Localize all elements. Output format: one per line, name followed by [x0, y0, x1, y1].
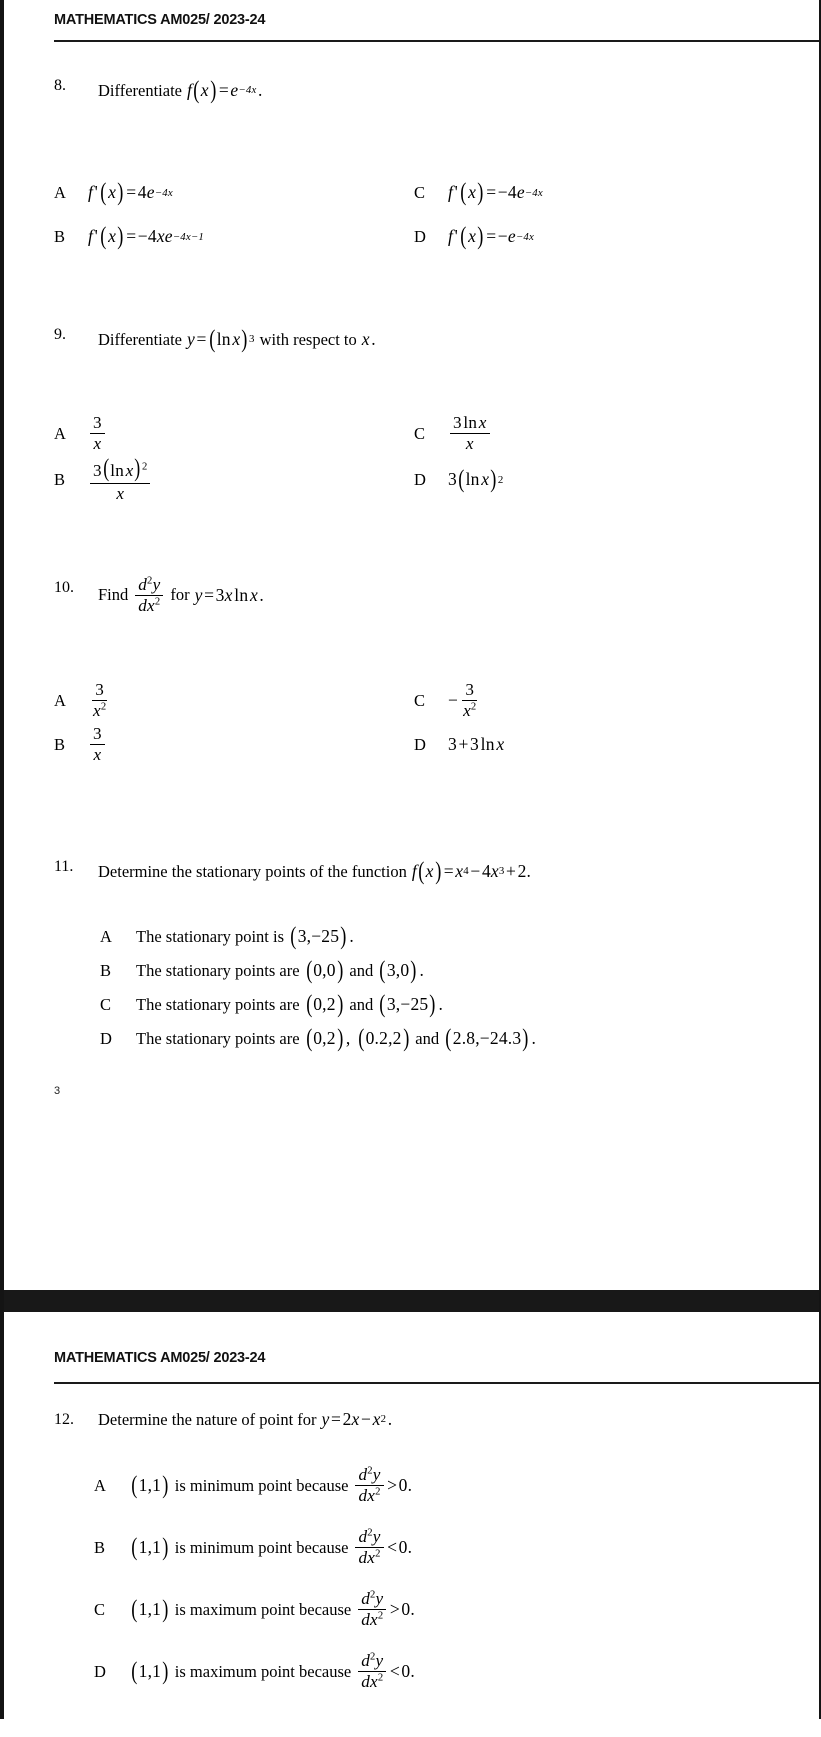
question-10-options [54, 679, 785, 767]
option-11-D-text: The stationary points are ( 0,2 ) , ( 0.2,2 ) and ( 2.8,−24.3 ) . [136, 1024, 537, 1053]
option-12-B-text: ( 1,1 ) is minimum point because $\frac{d^2y}{dx^2}$ < 0. [131, 1527, 413, 1568]
option-8-B-letter: B [54, 226, 66, 246]
question-10-number: 10. [54, 578, 74, 596]
question-10-prompt-math2: y = 3 x ln x . [194, 584, 264, 605]
option-8-A-letter: A [54, 182, 66, 202]
option-10-A-letter: A [54, 690, 66, 710]
option-9-D-text: 3 ( ln x ) 2 [448, 465, 504, 494]
question-12-prompt-math: y = 2 x − x 2 . [321, 1409, 393, 1429]
option-10-A-text: $\frac{3}{x^2}$ [93, 680, 107, 721]
option-10-D-text: 3 + 3 ln x [448, 734, 505, 755]
question-12-options [54, 1455, 785, 1703]
question-12 [54, 1408, 785, 1431]
option-11-C[interactable] [100, 988, 785, 1022]
question-12-number: 12. [54, 1411, 74, 1428]
option-12-B-letter: B [94, 1537, 106, 1557]
option-11-C-letter: C [100, 994, 112, 1014]
option-10-C-letter: C [414, 690, 426, 710]
option-11-B-text: The stationary points are ( 0,0 ) and ( 3,0 ) . [136, 956, 425, 985]
question-9 [54, 323, 785, 356]
option-9-B-text: $\frac{3(\ln x)^2}{x}$ [88, 456, 152, 504]
option-12-A-letter: A [94, 1475, 106, 1495]
question-9-prompt-math: y = ( ln x ) 3 [186, 324, 255, 353]
question-9-options [54, 412, 785, 504]
question-11-prompt-lead: Determine the stationary points of the function [98, 861, 407, 881]
option-10-D[interactable] [414, 723, 785, 767]
option-12-C[interactable] [94, 1579, 785, 1641]
question-9-prompt-lead: Differentiate [98, 329, 182, 349]
option-12-B[interactable] [94, 1517, 785, 1579]
option-8-C-letter: C [414, 182, 426, 202]
page-2 [4, 1312, 819, 1737]
option-9-C-text: $\frac{\text{3 ln x}}{x}$ [448, 414, 492, 453]
question-9-prompt [98, 323, 377, 356]
option-8-C[interactable] [414, 171, 785, 215]
option-12-C-text: ( 1,1 ) is maximum point because $\frac{d^2y}{dx^2}$ > 0. [131, 1589, 415, 1630]
option-9-A[interactable] [54, 412, 414, 456]
option-12-D[interactable] [94, 1641, 785, 1703]
option-10-B-letter: B [54, 734, 66, 754]
option-8-D-text: f ' ( x ) = − e −4x [448, 222, 534, 251]
option-12-A[interactable] [94, 1455, 785, 1517]
option-12-D-letter: D [94, 1661, 106, 1681]
option-10-D-letter: D [414, 734, 426, 754]
option-11-D-letter: D [100, 1028, 112, 1048]
option-10-B[interactable] [54, 723, 414, 767]
page-break-separator [4, 1290, 819, 1312]
question-10-prompt-mid: for [170, 585, 190, 605]
option-9-D[interactable] [414, 456, 785, 504]
question-11-number: 11. [54, 857, 74, 875]
option-10-B-text: $\frac{3}{x}$ [88, 725, 107, 764]
question-8-options [54, 171, 785, 259]
option-8-C-text: f ' ( x ) = −4 e −4x [448, 178, 543, 207]
question-12-prompt-lead: Determine the nature of point for [98, 1409, 317, 1429]
question-11-prompt [98, 855, 531, 888]
question-9-number: 9. [54, 325, 66, 343]
option-12-A-text: ( 1,1 ) is minimum point because $\frac{d^2y}{dx^2}$ > 0. [131, 1465, 413, 1506]
question-8-prompt-lead: Differentiate [98, 80, 182, 100]
question-11-options [54, 920, 785, 1056]
option-11-C-text: The stationary points are ( 0,2 ) and ( 3,−25 ) . [136, 990, 444, 1019]
option-9-C[interactable] [414, 412, 785, 456]
option-10-C-text: − $\frac{3}{x^2}$ [448, 680, 477, 721]
option-11-B[interactable] [100, 954, 785, 988]
option-9-A-letter: A [54, 423, 66, 443]
option-12-D-text: ( 1,1 ) is maximum point because $\frac{d^2y}{dx^2}$ < 0. [131, 1651, 415, 1692]
question-8-prompt [98, 74, 264, 107]
question-11-prompt-math: f ( x ) = x 4 − 4 x 3 + 2. [411, 856, 532, 885]
option-11-D[interactable] [100, 1022, 785, 1056]
option-10-A[interactable] [54, 679, 414, 723]
option-8-B[interactable] [54, 215, 414, 259]
question-9-prompt-var: x . [361, 329, 376, 350]
option-10-C[interactable] [414, 679, 785, 723]
page-header-title: MATHEMATICS AM025/ 2023-24 [54, 12, 266, 28]
question-8 [54, 74, 785, 107]
question-10 [54, 576, 785, 615]
page-1 [4, 0, 819, 1290]
option-12-C-letter: C [94, 1599, 106, 1619]
question-10-prompt [98, 576, 266, 615]
option-8-D-letter: D [414, 226, 426, 246]
question-8-number: 8. [54, 77, 66, 94]
option-11-B-letter: B [100, 960, 112, 980]
page-number-label: 3 [54, 1085, 61, 1097]
option-8-B-text: f ' ( x ) = −4 xe −4x−1 [88, 222, 205, 251]
option-8-A[interactable] [54, 171, 414, 215]
option-11-A-letter: A [100, 926, 112, 946]
question-11 [54, 855, 785, 888]
question-10-prompt-math: $\frac{d^2y}{dx^2}$ [133, 576, 165, 615]
page-2-header-title: MATHEMATICS AM025/ 2023-24 [54, 1350, 266, 1366]
option-11-A[interactable] [100, 920, 785, 954]
option-9-C-letter: C [414, 423, 426, 443]
question-8-prompt-math: f ( x ) = e −4x . [186, 76, 263, 104]
question-9-prompt-tail: with respect to [259, 329, 357, 349]
option-9-B-letter: B [54, 469, 66, 489]
option-11-A-text: The stationary point is ( 3,−25 ) . [136, 922, 354, 951]
option-9-D-letter: D [414, 469, 426, 489]
option-8-D[interactable] [414, 215, 785, 259]
option-9-A-text: $\frac{3}{x}$ [88, 414, 107, 453]
option-8-A-text: f ' ( x ) = 4 e −4x [88, 178, 173, 207]
option-9-B[interactable] [54, 456, 414, 504]
question-12-prompt [98, 1408, 394, 1431]
question-10-prompt-lead: Find [98, 585, 129, 605]
